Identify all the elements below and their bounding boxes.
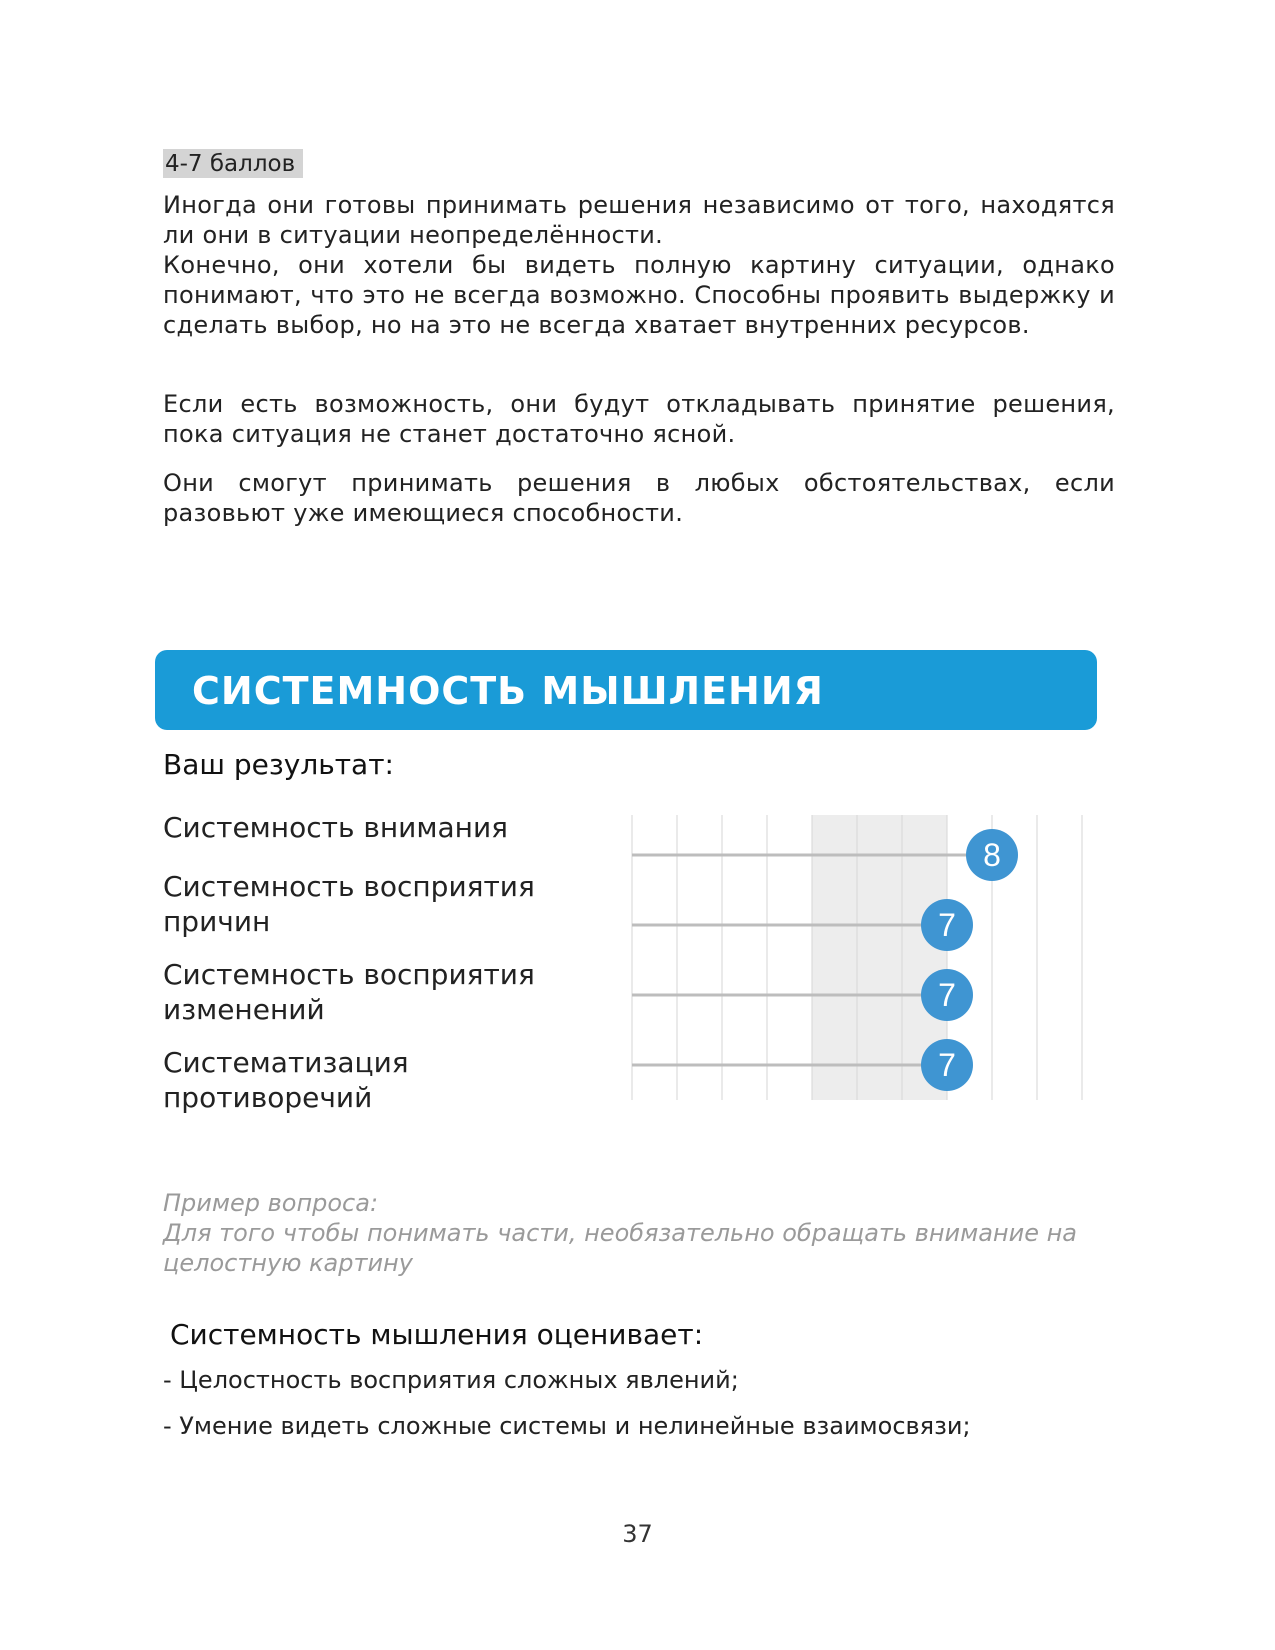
metric-label-causes: Системность восприятия причин <box>163 870 535 938</box>
example-text: Для того чтобы понимать части, необязательно обращать внимание на целостную картину <box>163 1219 1078 1277</box>
bullet-item-2: - Умение видеть сложные системы и нелинейные взаимосвязи; <box>163 1412 971 1440</box>
bullet-item-1: - Целостность восприятия сложных явлений; <box>163 1366 739 1394</box>
example-question <box>163 1188 1103 1278</box>
page-number: 37 <box>622 1520 653 1548</box>
section-title: СИСТЕМНОСТЬ МЫШЛЕНИЯ <box>192 669 824 713</box>
chart-value-label: 7 <box>938 1047 956 1083</box>
paragraph-4: Они смогут принимать решения в любых обстоятельствах, если разовьют уже имеющиеся способности. <box>163 469 1115 527</box>
metric-label-contradictions: Систематизация противоречий <box>163 1046 409 1114</box>
chart-value-label: 7 <box>938 977 956 1013</box>
paragraph-3: Если есть возможность, они будут откладывать принятие решения, пока ситуация не станет достаточно ясной. <box>163 390 1115 448</box>
assess-title: Системность мышления оценивает: <box>170 1318 704 1351</box>
paragraph-1: Иногда они готовы принимать решения независимо от того, находятся ли они в ситуации неопределённости. <box>163 191 1115 249</box>
score-chart <box>630 815 1090 1105</box>
example-label: Пример вопроса: <box>163 1189 379 1217</box>
metric-label-changes: Системность восприятия изменений <box>163 958 535 1026</box>
chart-value-label: 8 <box>983 837 1001 873</box>
paragraph-2: Конечно, они хотели бы видеть полную картину ситуации, однако понимают, что это не всегда возможно. Способны проявить выдержку и сделать выбор, но на это не всегда хватает внутренних ресурсов. <box>163 251 1115 339</box>
section-banner <box>155 650 1097 730</box>
score-range-tag: 4-7 баллов <box>163 149 303 178</box>
result-title: Ваш результат: <box>163 748 394 781</box>
chart-value-label: 7 <box>938 907 956 943</box>
metric-label-attention: Системность внимания <box>163 811 508 844</box>
